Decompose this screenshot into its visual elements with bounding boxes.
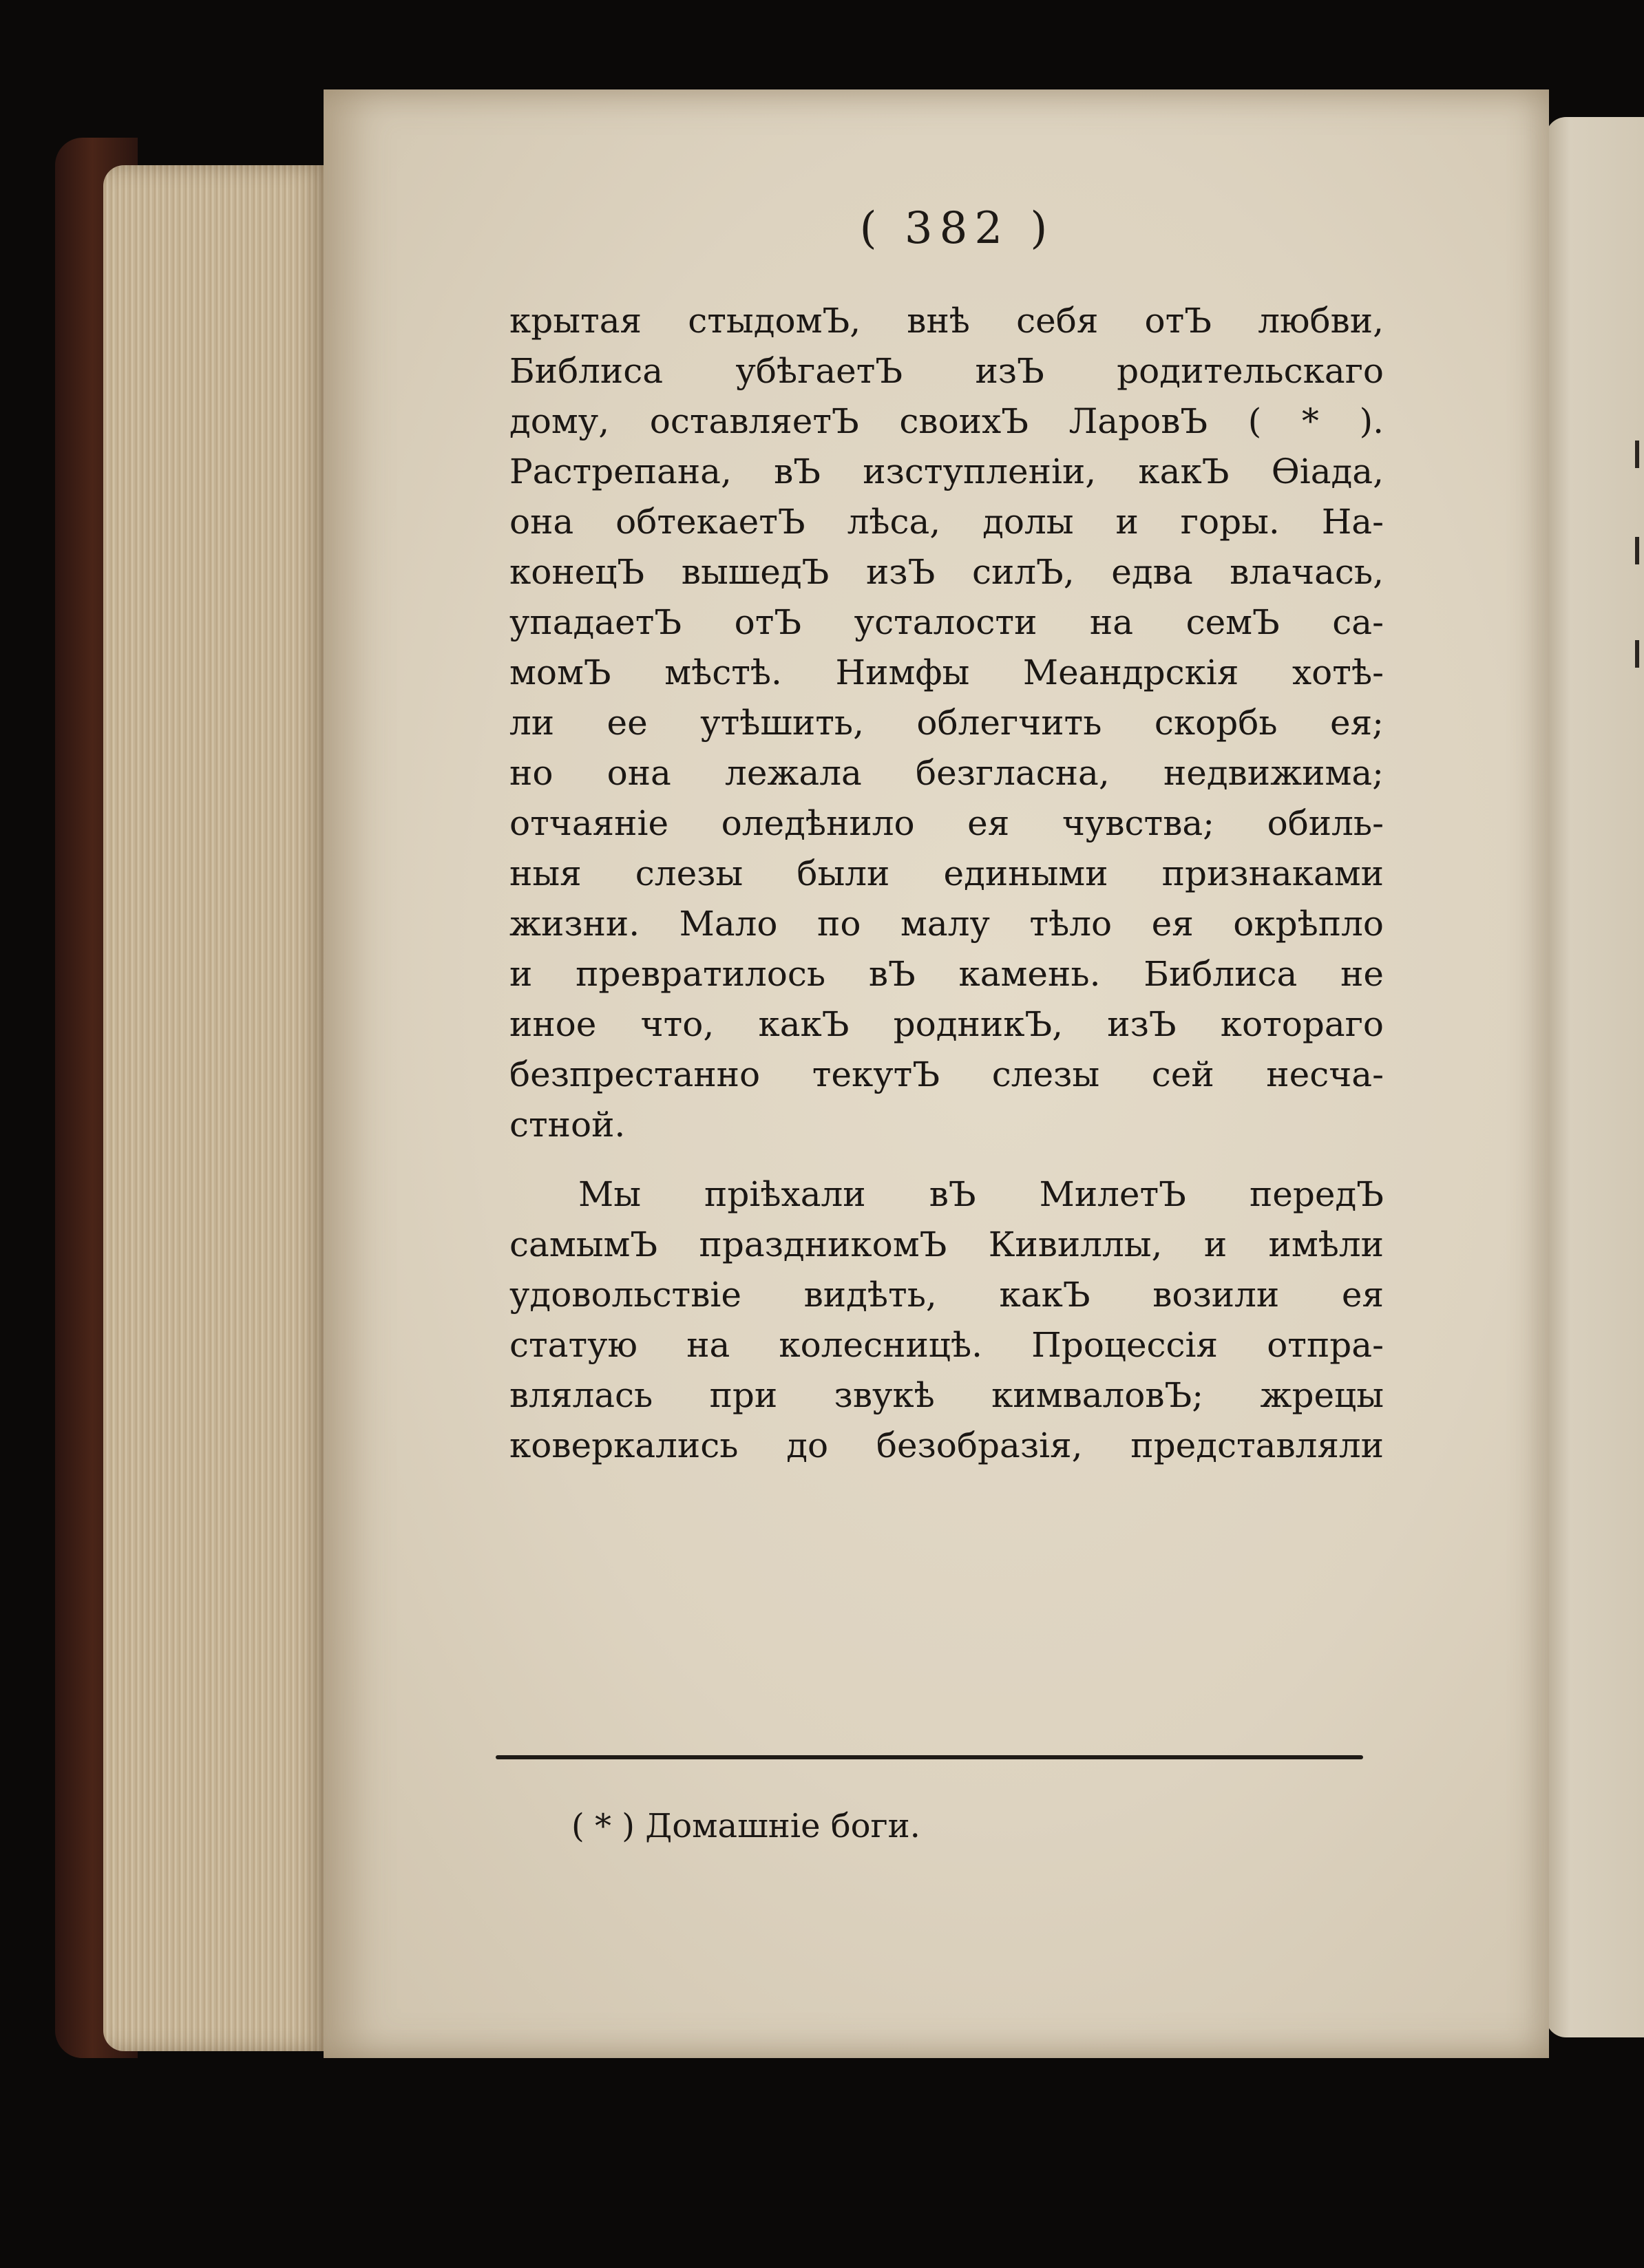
text-line: иное что, какЪ родникЪ, изЪ котораго bbox=[509, 1004, 1384, 1044]
text-line: отчаяніе оледѣнило ея чувства; обиль- bbox=[509, 803, 1384, 843]
text-line: момЪ мѣстѣ. Нимфы Меандрскія хотѣ- bbox=[509, 653, 1384, 692]
footnote-rule bbox=[496, 1755, 1363, 1759]
body-text bbox=[509, 296, 1384, 1471]
text-line: самымЪ праздникомЪ Кивиллы, и имѣли bbox=[509, 1225, 1384, 1264]
text-line: конецЪ вышедЪ изЪ силЪ, едва влачась, bbox=[509, 552, 1384, 592]
text-line: дому, оставляетЪ своихЪ ЛаровЪ ( * ). bbox=[509, 401, 1384, 441]
text-line: стной. bbox=[509, 1105, 626, 1145]
page-edges bbox=[103, 165, 330, 2051]
page-number: ( 382 ) bbox=[859, 203, 1055, 254]
text-line: упадаетЪ отЪ усталости на семЪ са- bbox=[509, 602, 1384, 642]
next-page-edge bbox=[1546, 117, 1644, 2037]
text-line: Растрепана, вЪ изступленіи, какЪ Ѳіада, bbox=[509, 452, 1384, 491]
text-line: но она лежала безгласна, недвижима; bbox=[509, 753, 1384, 793]
text-line: удовольствіе видѣть, какЪ возили ея bbox=[509, 1275, 1384, 1315]
text-line: ныя слезы были едиными признаками bbox=[509, 854, 1384, 893]
text-line: жизни. Мало по малу тѣло ея окрѣпло bbox=[509, 904, 1384, 944]
text-line: коверкались до безобразія, представляли bbox=[509, 1426, 1384, 1465]
paragraph-2 bbox=[509, 1169, 1384, 1471]
footnote: ( * ) Домашніе боги. bbox=[571, 1807, 920, 1845]
next-page-mark bbox=[1635, 537, 1639, 564]
paragraph-gap bbox=[509, 1150, 1384, 1169]
text-line: и превратилось вЪ камень. Библиса не bbox=[509, 954, 1384, 994]
text-line: она обтекаетЪ лѣса, долы и горы. На- bbox=[509, 502, 1384, 542]
text-line: влялась при звукѣ кимваловЪ; жрецы bbox=[509, 1375, 1384, 1415]
paragraph-1 bbox=[509, 296, 1384, 1150]
text-line: крытая стыдомЪ, внѣ себя отЪ любви, bbox=[509, 301, 1384, 341]
text-line: ли ее утѣшить, облегчить скорбь ея; bbox=[509, 703, 1384, 743]
text-line: Библиса убѣгаетЪ изЪ родительскаго bbox=[509, 351, 1384, 391]
text-line: статую на колесницѣ. Процессія отпра- bbox=[509, 1325, 1384, 1365]
next-page-mark bbox=[1635, 441, 1639, 468]
text-line: безпрестанно текутЪ слезы сей несча- bbox=[509, 1054, 1384, 1094]
next-page-mark bbox=[1635, 640, 1639, 668]
text-line: Мы пріѣхали вЪ МилетЪ передЪ bbox=[578, 1174, 1384, 1214]
